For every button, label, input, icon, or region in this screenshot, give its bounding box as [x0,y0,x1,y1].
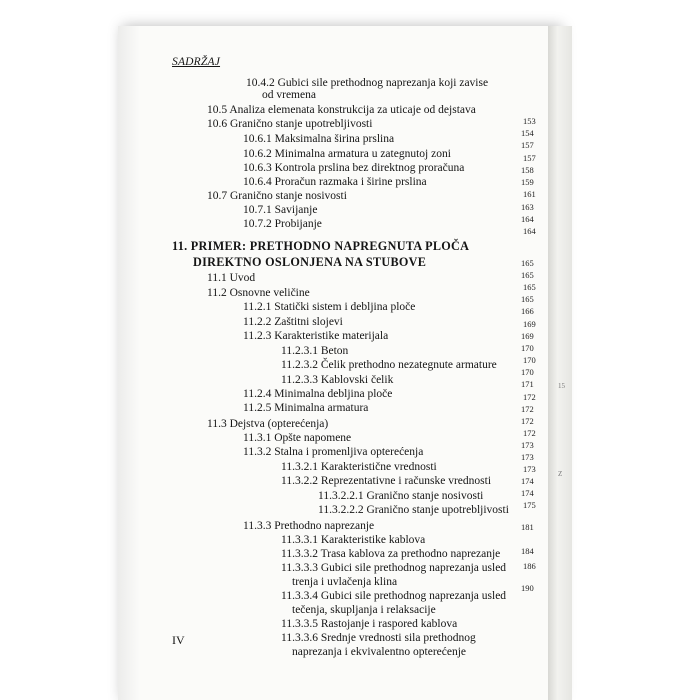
page-header: SADRŽAJ [172,56,221,68]
page-number: 169 [523,319,536,329]
page-number: 157 [523,153,536,163]
page-number: 190 [521,583,534,593]
toc-entry: tečenja, skupljanja i relaksacije [292,604,436,616]
page-number: 165 [523,282,536,292]
toc-entry: 10.7.2 Probijanje [243,218,322,230]
toc-entry: 11.3.3.5 Rastojanje i raspored kablova [281,618,458,630]
toc-entry: 11.2.3.2 Čelik prethodno nezategnute armature [281,359,497,371]
page-number: 164 [523,226,536,236]
toc-entry: 11.3.2 Stalna i promenljiva opterećenja [243,446,424,458]
page-number: 165 [521,270,534,280]
page-number: 165 [521,294,534,304]
toc-entry: 11.2.2 Zaštitni slojevi [243,316,343,328]
toc-entry: od vremena [262,89,316,101]
toc-entry: 10.7.1 Savijanje [243,204,318,216]
page-number: 181 [521,522,534,532]
page-number: 175 [523,500,536,510]
chapter-heading: 11. PRIMER: PRETHODNO NAPREGNUTA PLOČA [172,239,470,253]
toc-entry: 11.1 Uvod [207,272,256,284]
page-number: 184 [521,546,534,556]
toc-entry: 11.2.3.3 Kablovski čelik [281,374,394,386]
toc-entry: 11.3.3.6 Srednje vrednosti sila prethodnog [281,632,476,644]
toc-entry: naprezanja i ekvivalentno opterećenje [292,646,467,658]
toc-entry: 10.6.1 Maksimalna širina prslina [243,133,395,145]
page-number: 172 [521,416,534,426]
toc-entry: 10.6.3 Kontrola prslina bez direktnog proračuna [243,162,465,174]
page-footer-number: IV [172,633,185,647]
toc-entry: 10.6.4 Proračun razmaka i širine prslina [243,176,427,188]
toc-entry: 10.5 Analiza elemenata konstrukcija za uticaje od dejstava [207,104,476,116]
toc-entry: 10.6 Granično stanje upotrebljivosti [207,118,373,130]
toc-entry: 11.2.1 Statički sistem i debljina ploče [243,301,416,313]
toc-entry: 11.2.3 Karakteristike materijala [243,330,389,342]
page-number: 170 [521,367,534,377]
page-number: 173 [523,464,536,474]
toc-entry: 11.3.3.4 Gubici sile prethodnog naprezanja usled [281,590,507,602]
chapter-heading: DIREKTNO OSLONJENA NA STUBOVE [193,255,427,269]
toc-entry: 11.2.3.1 Beton [281,345,349,357]
page-number: 154 [521,128,534,138]
page-number: 169 [521,331,534,341]
toc-entry: 10.7 Granično stanje nosivosti [207,190,347,202]
page-number: 173 [521,452,534,462]
page-number: 159 [521,177,534,187]
toc-entry: 11.2 Osnovne veličine [207,287,310,299]
toc-entry: 10.4.2 Gubici sile prethodnog naprezanja koji zavise [246,77,489,89]
page-number: 164 [521,214,534,224]
toc-entry: 11.3.3.3 Gubici sile prethodnog naprezanja usled [281,562,507,574]
toc-entry: 11.3.2.2 Reprezentativne i računske vrednosti [281,475,492,487]
toc-entry: 11.3 Dejstva (opterećenja) [207,418,329,430]
page-number: 186 [523,561,536,571]
toc-entry: 11.3.1 Opšte napomene [243,432,352,444]
page-number: 174 [521,488,534,498]
toc-entry: 11.2.4 Minimalna debljina ploče [243,388,393,400]
toc-entry: 11.3.3.2 Trasa kablova za prethodno naprezanje [281,548,501,560]
toc-entry: 11.3.3.1 Karakteristike kablova [281,534,426,546]
page-number: 172 [523,392,536,402]
toc-entry: 11.3.3 Prethodno naprezanje [243,520,375,532]
page-number: 174 [521,476,534,486]
page-number: 172 [523,428,536,438]
page-number: 170 [523,355,536,365]
page-number: 172 [521,404,534,414]
toc-entry: trenja i uvlačenja klina [292,576,398,588]
toc-entry: 10.6.2 Minimalna armatura u zategnutoj zoni [243,148,451,160]
page-number: 157 [521,140,534,150]
facing-page-edge [548,26,572,700]
margin-mark: 15 [558,382,565,390]
page-number: 171 [521,379,534,389]
page-number: 173 [521,440,534,450]
page-number: 153 [523,116,536,126]
toc-entry: 11.3.2.1 Karakteristične vrednosti [281,461,437,473]
page-number: 165 [521,258,534,268]
page-number: 158 [521,165,534,175]
margin-mark: Z [558,470,563,478]
toc-entry: 11.3.2.2.2 Granično stanje upotrebljivosti [318,504,509,516]
page-number: 166 [521,306,534,316]
page-number: 161 [523,189,536,199]
page-number: 163 [521,202,534,212]
toc-entry: 11.3.2.2.1 Granično stanje nosivosti [318,490,484,502]
toc-entry: 11.2.5 Minimalna armatura [243,402,369,414]
page-number: 170 [521,343,534,353]
